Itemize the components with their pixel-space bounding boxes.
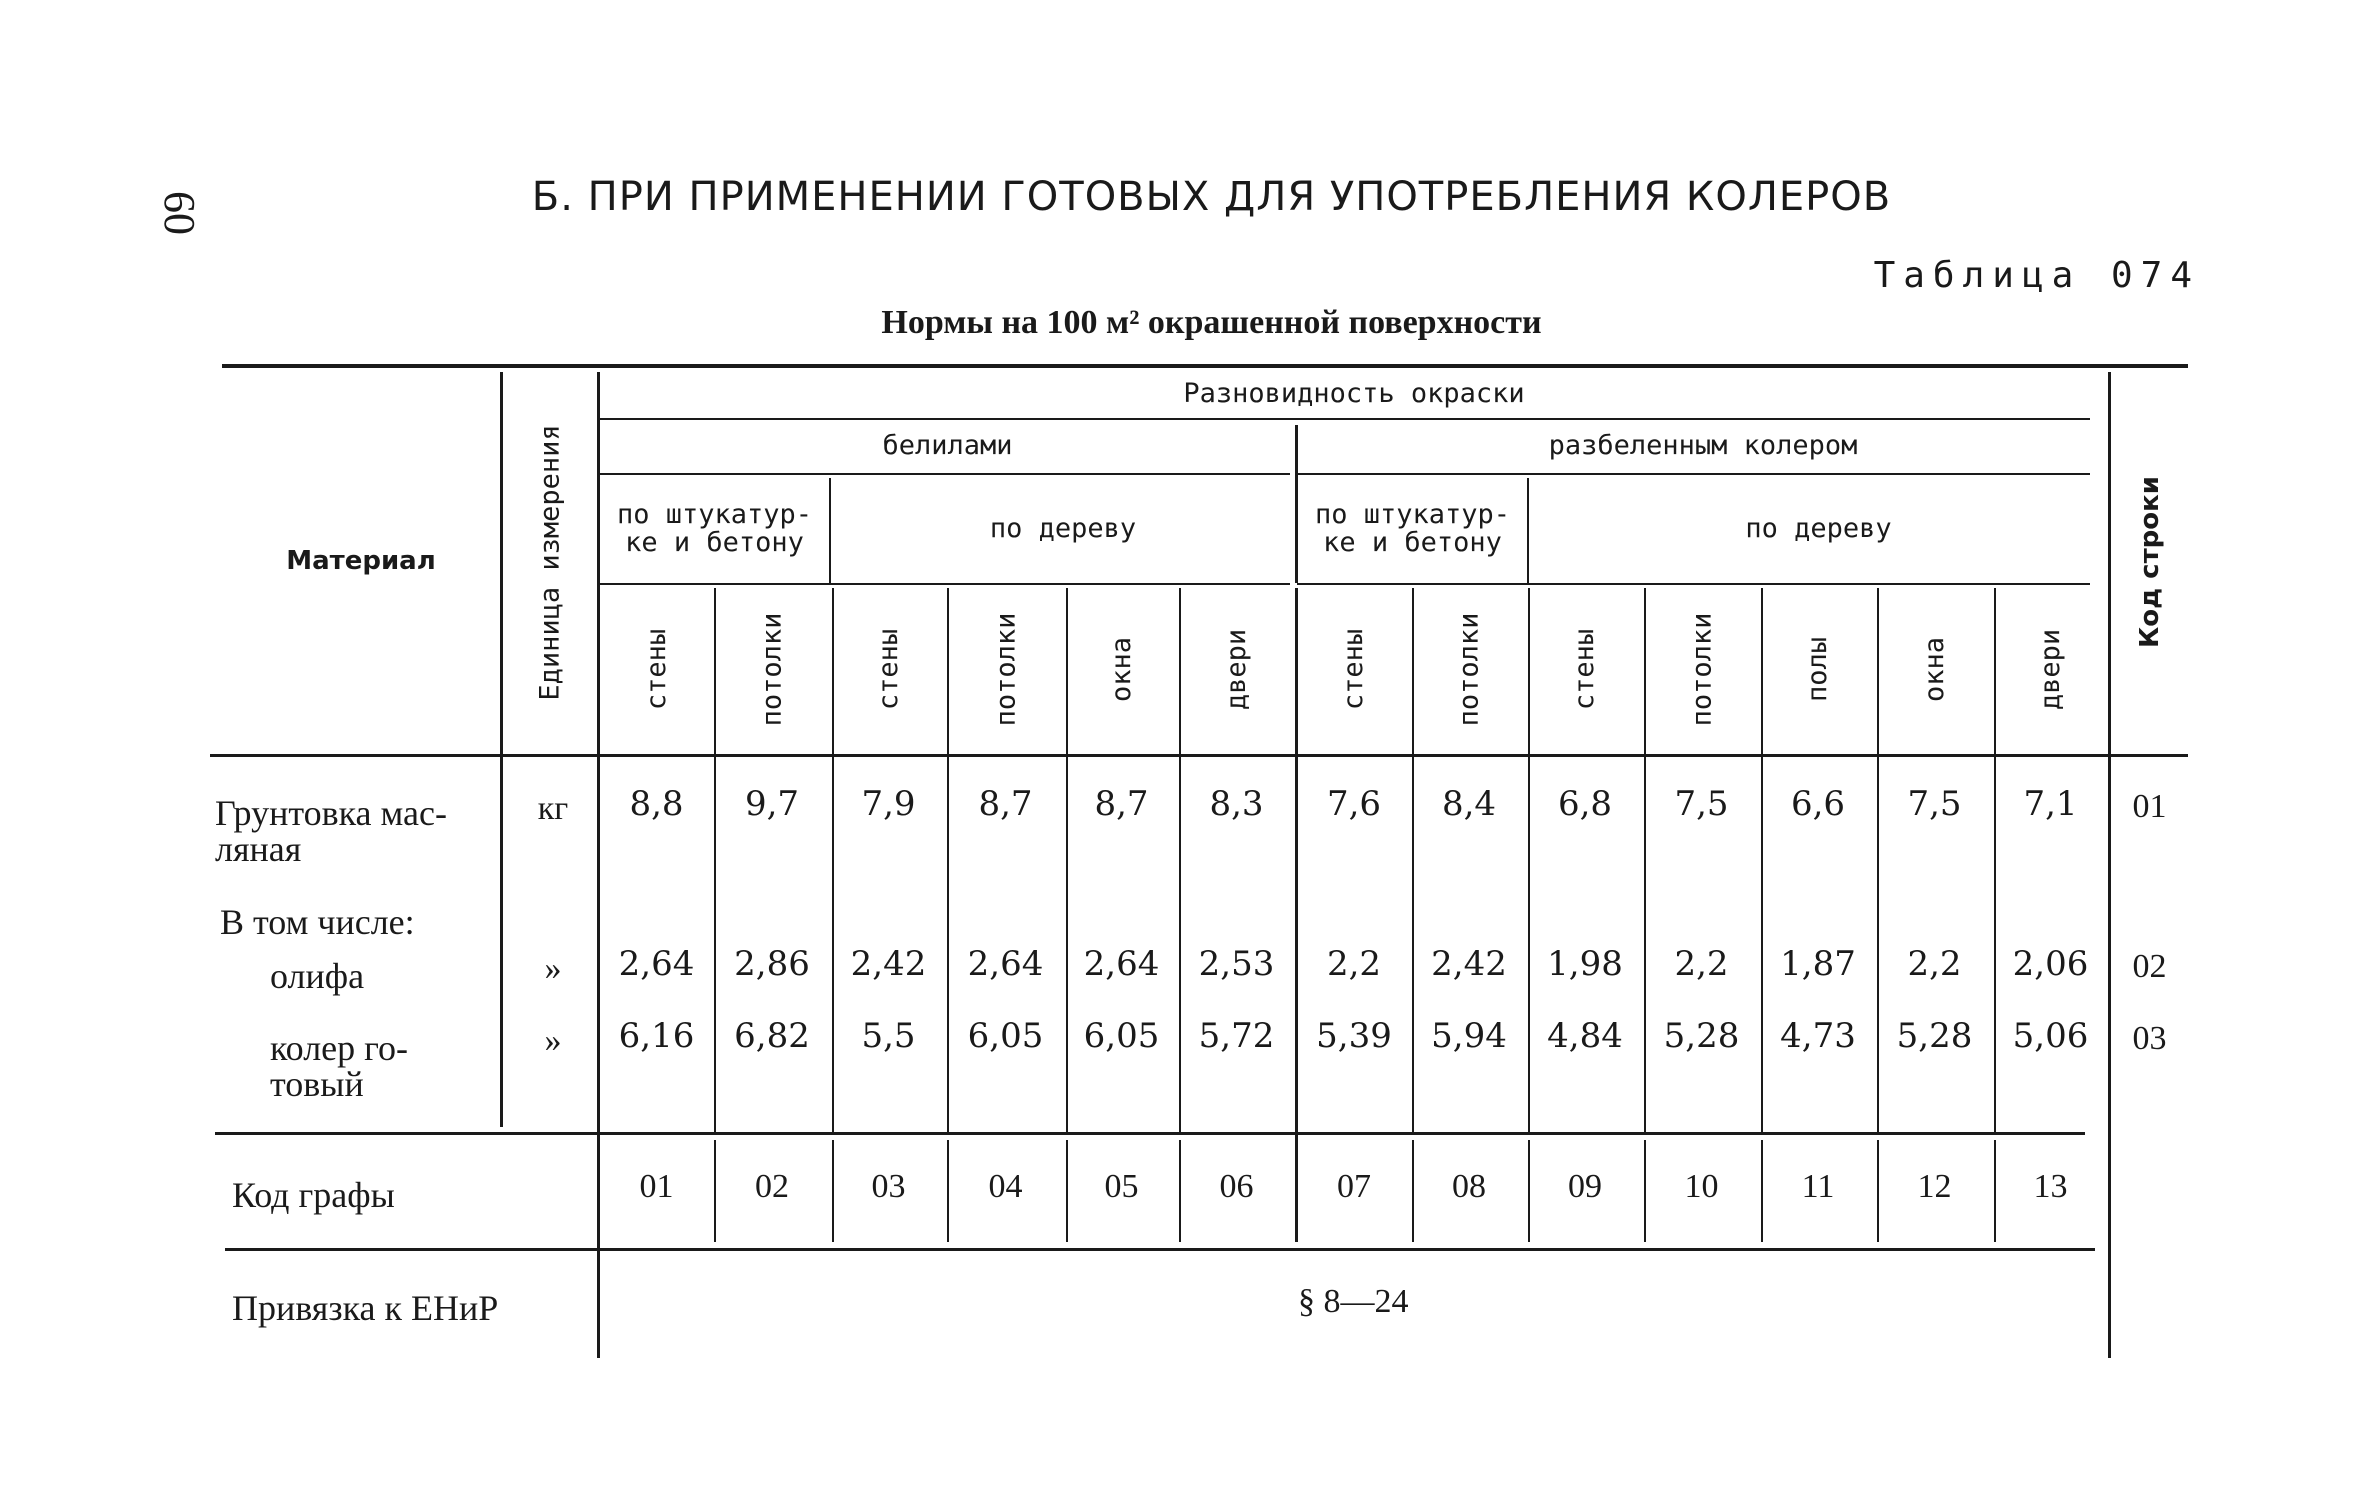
row-code-01: 01 bbox=[2132, 788, 2167, 825]
row-label-olifa: олифа bbox=[270, 956, 365, 996]
value-cell: 6,05 bbox=[1083, 1016, 1160, 1056]
value-cell: 7,1 bbox=[2023, 784, 2078, 824]
column-code-9: 09 bbox=[1568, 1168, 1602, 1205]
column-codes-label: Код графы bbox=[232, 1175, 395, 1215]
column-code-13: 13 bbox=[2033, 1168, 2068, 1205]
value-cell: 5,72 bbox=[1198, 1016, 1275, 1056]
value-cell: 4,84 bbox=[1547, 1016, 1623, 1056]
value-cell: 2,2 bbox=[1326, 944, 1382, 984]
body-bottom-rule bbox=[215, 1132, 2085, 1135]
codes-bottom-rule bbox=[225, 1248, 2095, 1251]
group-divider-body bbox=[1295, 588, 1298, 1242]
column-code-11: 11 bbox=[1801, 1168, 1835, 1205]
header-kind: Разновидность окраски bbox=[1183, 377, 1525, 409]
column-code-1: 01 bbox=[639, 1168, 674, 1205]
table-top-rule bbox=[222, 364, 2188, 368]
col-header-11: полы bbox=[1802, 636, 1834, 703]
value-cell: 2,42 bbox=[850, 944, 927, 984]
value-cell: 2,42 bbox=[1431, 944, 1507, 984]
enir-label: Привязка к ЕНиР bbox=[232, 1288, 499, 1328]
header-tinted-wood: по дереву bbox=[1745, 512, 1892, 544]
col-header-5: окна bbox=[1106, 636, 1137, 703]
value-cell: 8,7 bbox=[1094, 784, 1149, 824]
value-cell: 7,6 bbox=[1326, 784, 1382, 824]
row-label-primer: Грунтовка мас- ляная bbox=[215, 793, 447, 869]
column-code-7: 07 bbox=[1337, 1168, 1371, 1205]
value-cell: 2,64 bbox=[967, 944, 1044, 984]
col-header-12: окна bbox=[1919, 636, 1950, 703]
value-cell: 8,3 bbox=[1209, 784, 1264, 824]
value-cell: 8,8 bbox=[629, 784, 684, 824]
value-cell: 5,5 bbox=[861, 1016, 916, 1056]
value-cell: 4,73 bbox=[1780, 1016, 1856, 1056]
column-code-6: 06 bbox=[1219, 1168, 1254, 1205]
column-code-2: 02 bbox=[755, 1168, 789, 1205]
column-code-12: 12 bbox=[1917, 1168, 1952, 1205]
value-cell: 6,6 bbox=[1790, 784, 1846, 824]
header-tinted-plaster: по штукатур- ке и бетону bbox=[1314, 498, 1511, 558]
header-white-plaster: по штукатур- ке и бетону bbox=[616, 498, 813, 558]
value-cell: 2,06 bbox=[2012, 944, 2089, 984]
value-cell: 7,5 bbox=[1674, 784, 1729, 824]
col-header-13: двери bbox=[2035, 628, 2066, 711]
section-heading: Б. ПРИ ПРИМЕНЕНИИ ГОТОВЫХ ДЛЯ УПОТРЕБЛЕНИЯ КОЛЕРОВ bbox=[531, 174, 1892, 220]
col-header-6: двери bbox=[1221, 628, 1252, 711]
column-code-5: 05 bbox=[1104, 1168, 1139, 1205]
value-cell: 7,5 bbox=[1907, 784, 1962, 824]
table-label: Таблица 074 bbox=[1873, 255, 2200, 296]
table-subtitle: Нормы на 100 м² окрашенной поверхности bbox=[881, 304, 1542, 341]
value-cell: 2,53 bbox=[1198, 944, 1275, 984]
value-cell: 6,05 bbox=[967, 1016, 1044, 1056]
col-header-1: стены bbox=[641, 628, 672, 711]
header-material: Материал bbox=[286, 546, 436, 577]
unit-color: » bbox=[544, 1022, 562, 1059]
value-cell: 2,2 bbox=[1674, 944, 1729, 984]
col-header-2: потолки bbox=[756, 612, 788, 727]
value-cell: 2,64 bbox=[1083, 944, 1160, 984]
row-label-including: В том числе: bbox=[220, 902, 415, 942]
header-white-wood: по дереву bbox=[989, 512, 1137, 544]
col-header-4: потолки bbox=[989, 612, 1021, 727]
unit-primer: кг bbox=[537, 790, 569, 827]
value-cell: 2,86 bbox=[734, 944, 810, 984]
col-header-3: стены bbox=[873, 628, 904, 711]
header-unit: Единица измерения bbox=[534, 423, 566, 701]
unit-olifa: » bbox=[544, 950, 562, 987]
header-tinted: разбеленным колером bbox=[1548, 430, 1858, 462]
col-header-8: потолки bbox=[1453, 612, 1485, 727]
col-header-9: стены bbox=[1569, 628, 1601, 711]
column-code-3: 03 bbox=[871, 1168, 906, 1205]
value-cell: 5,39 bbox=[1316, 1016, 1392, 1056]
value-cell: 1,87 bbox=[1780, 944, 1856, 984]
page-number: 60 bbox=[155, 191, 204, 235]
col-header-7: стены bbox=[1338, 628, 1370, 711]
header-white: белилами bbox=[882, 430, 1013, 462]
value-cell: 8,4 bbox=[1441, 784, 1497, 824]
column-code-4: 04 bbox=[988, 1168, 1023, 1205]
col-header-10: потолки bbox=[1685, 612, 1717, 727]
enir-value: § 8—24 bbox=[1298, 1283, 1409, 1320]
value-cell: 6,82 bbox=[734, 1016, 810, 1056]
column-code-10: 10 bbox=[1684, 1168, 1719, 1205]
value-cell: 5,94 bbox=[1431, 1016, 1507, 1056]
value-cell: 5,06 bbox=[2012, 1016, 2089, 1056]
row-code-03: 03 bbox=[2132, 1020, 2167, 1057]
value-cell: 6,8 bbox=[1557, 784, 1613, 824]
value-cell: 7,9 bbox=[861, 784, 916, 824]
value-cell: 9,7 bbox=[744, 784, 800, 824]
value-cell: 8,7 bbox=[978, 784, 1033, 824]
row-code-02: 02 bbox=[2132, 948, 2167, 985]
value-cell: 6,16 bbox=[618, 1016, 695, 1056]
value-cell: 1,98 bbox=[1547, 944, 1623, 984]
row-label-color: колер го- товый bbox=[270, 1028, 408, 1104]
value-cell: 2,2 bbox=[1907, 944, 1962, 984]
header-bottom-rule bbox=[210, 754, 2188, 757]
value-cell: 5,28 bbox=[1663, 1016, 1740, 1056]
value-cell: 5,28 bbox=[1896, 1016, 1973, 1056]
column-code-8: 08 bbox=[1452, 1168, 1486, 1205]
value-cell: 2,64 bbox=[618, 944, 695, 984]
header-row-code: Код строки bbox=[2134, 476, 2165, 648]
